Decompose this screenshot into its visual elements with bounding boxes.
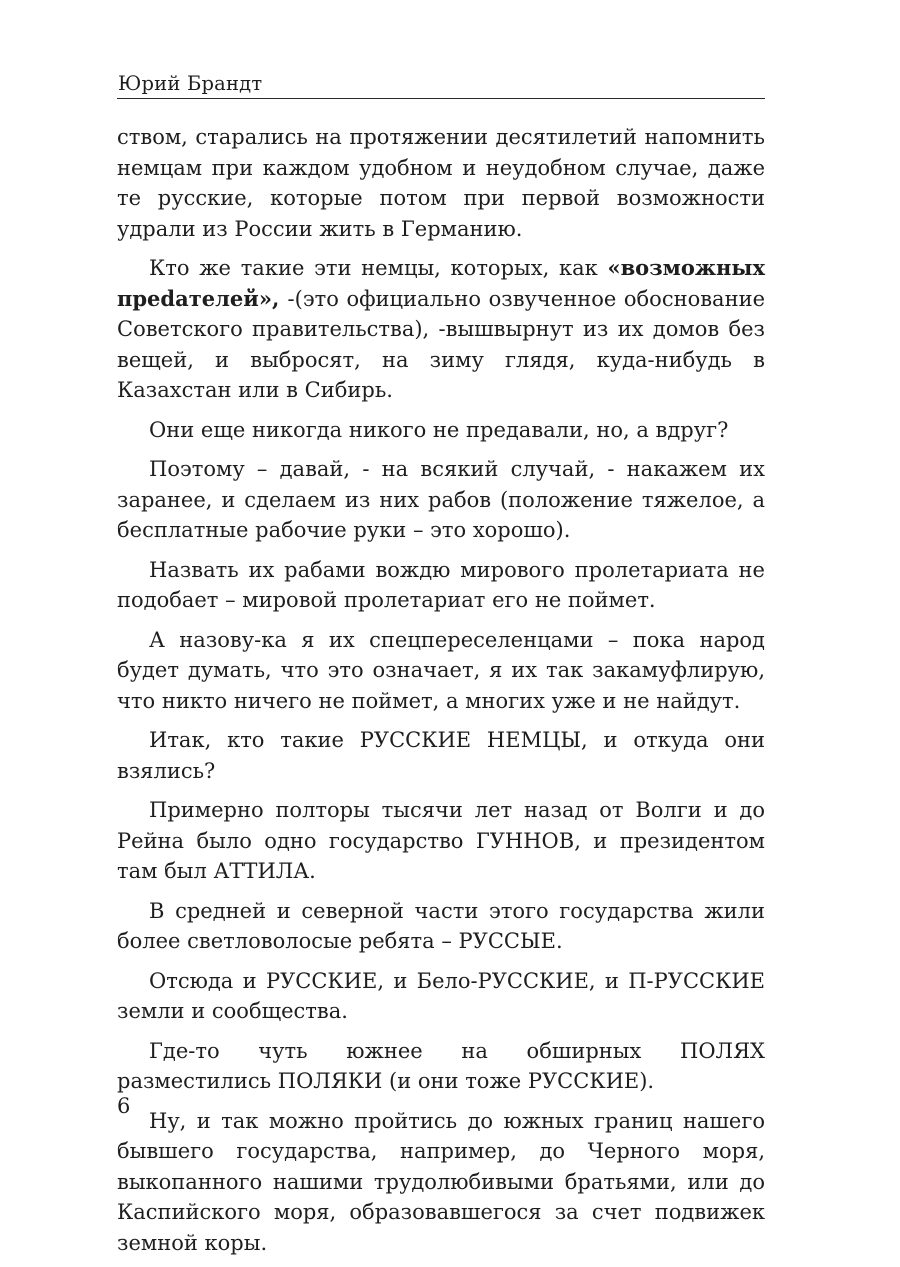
paragraph-text: Назвать их рабами вождю мирового пролетариата не подобает – мировой пролетариат его не поймет.	[117, 557, 765, 612]
paragraph-1	[117, 122, 765, 244]
paragraph-7	[117, 725, 765, 786]
paragraph-text: Поэтому – давай, - на всякий случай, - накажем их заранее, и сделаем из них рабов (положение тяжелое, а бесплатные рабочие руки – это хорошо).	[117, 457, 765, 542]
paragraph-6	[117, 625, 765, 717]
paragraph-9	[117, 896, 765, 957]
paragraph-4	[117, 454, 765, 546]
page-body	[117, 122, 765, 1267]
paragraph-11	[117, 1036, 765, 1097]
paragraph-text: Примерно полторы тысячи лет назад от Волги и до Рейна было одно государство ГУННОВ, и президентом там был АТТИЛА.	[117, 798, 765, 883]
header-author: Юрий Брандт	[118, 72, 263, 95]
paragraph-bold-text: «возможных преdателей»,	[117, 255, 765, 311]
paragraph-text: ством, старались на протяжении десятилетий напомнить немцам при каждом удобном и неудобном случае, даже те русские, которые потом при первой возможности удрали из России жить в Германию.	[117, 125, 765, 241]
paragraph-text: Отсюда и РУССКИЕ, и Бело-РУССКИЕ, и П-РУССКИЕ земли и сообщества.	[117, 968, 765, 1023]
paragraph-2	[117, 253, 765, 406]
paragraph-text: Итак, кто такие РУССКИЕ НЕМЦЫ, и откуда они взялись?	[117, 728, 765, 783]
paragraph-text: Они еще никогда никого не предавали, но, а вдруг?	[149, 417, 729, 442]
paragraph-3	[117, 415, 765, 446]
paragraph-12	[117, 1106, 765, 1259]
paragraph-text: А назову-ка я их спецпереселенцами – пока народ будет думать, что это означает, я их так закамуфлирую, что никто ничего не поймет, а многих уже и не найдут.	[117, 627, 765, 713]
paragraph-10	[117, 966, 765, 1027]
paragraph-text-tail: -(это официально озвученное обоснование Советского правительства), -вышвырнут из их домов без вещей, и выбросят, на зиму глядя, куда-нибудь в Казахстан или в Сибирь.	[117, 286, 765, 402]
page-number: 6	[117, 1094, 131, 1118]
paragraph-text: Кто же такие эти немцы, которых, как	[149, 256, 608, 280]
paragraph-text: Ну, и так можно пройтись до южных границ нашего бывшего государства, например, до Черного моря, выкопанного нашими трудолюбивыми братьями, или до Каспийского моря, образовавшегося за счет подвижек земной коры.	[117, 1108, 765, 1255]
paragraph-text: Где-то чуть южнее на обширных ПОЛЯХ разместились ПОЛЯКИ (и они тоже РУССКИЕ).	[117, 1038, 765, 1093]
paragraph-5	[117, 555, 765, 616]
paragraph-text: В средней и северной части этого государства жили более светловолосые ребята – РУССЫЕ.	[117, 898, 765, 953]
paragraph-8	[117, 795, 765, 887]
running-header	[117, 72, 765, 99]
